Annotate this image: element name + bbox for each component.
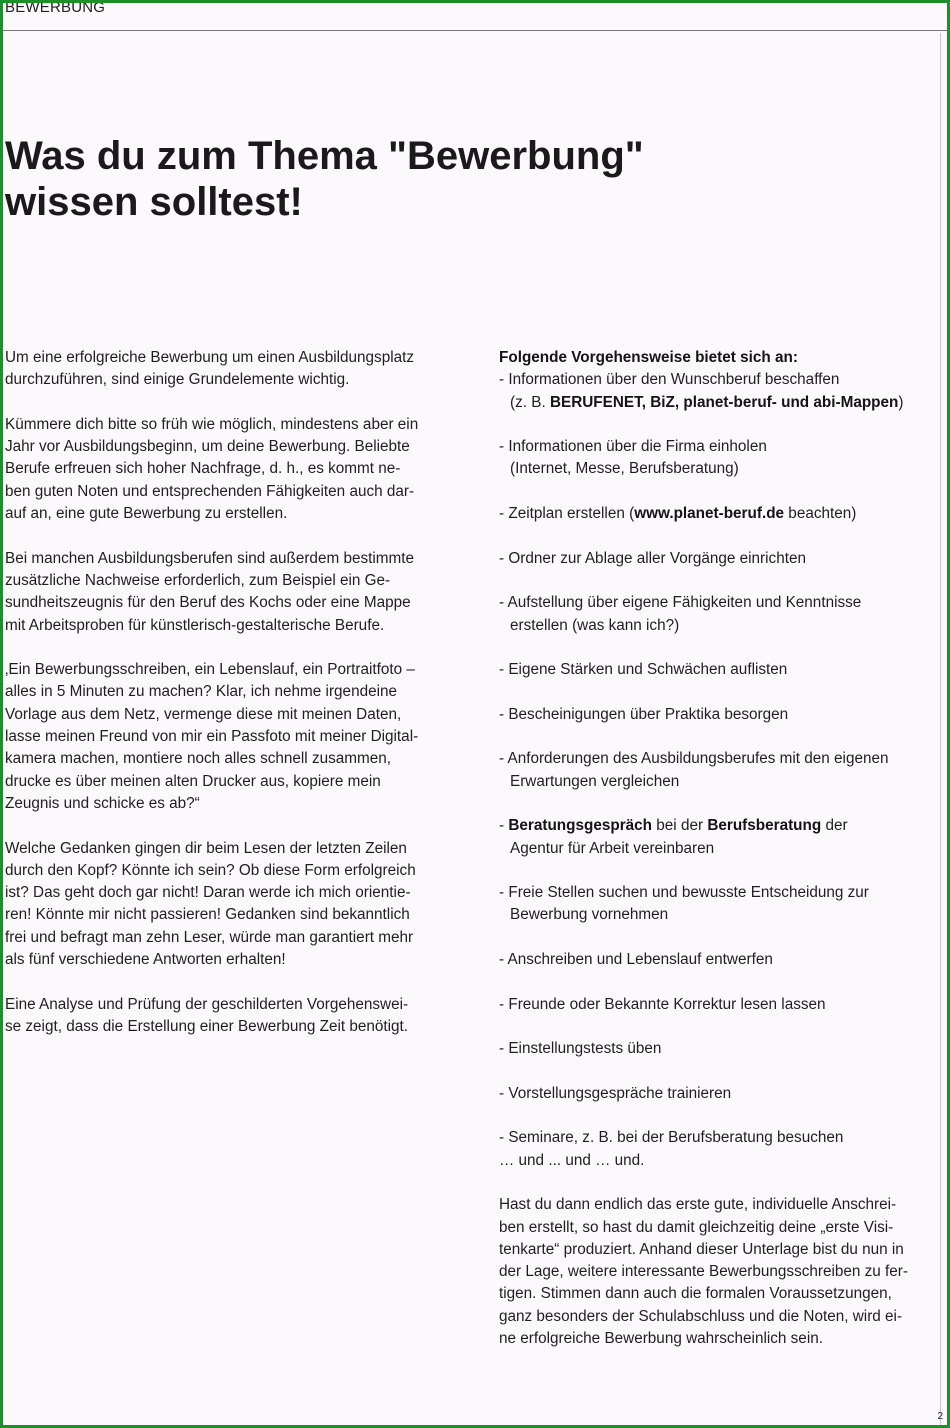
text-line: Bewerbung vornehmen xyxy=(510,906,669,924)
text-line: Welche Gedanken gingen dir beim Lesen der letzten Zeilen xyxy=(5,839,407,857)
procedure-heading: Folgende Vorgehensweise bietet sich an: xyxy=(499,349,798,366)
text-line: drucke es über meinen alten Drucker aus, kopiere mein xyxy=(5,772,381,790)
text-line: mit Arbeitsproben für künstlerisch-gestalterische Berufe. xyxy=(5,616,385,634)
text-line: auf an, eine gute Bewerbung zu erstellen. xyxy=(5,505,288,523)
header-rule xyxy=(3,30,950,31)
text-line: als fünf verschiedene Antworten erhalten! xyxy=(5,951,286,969)
list-item xyxy=(499,704,947,726)
text-line: ist? Das geht doch gar nicht! Daran werde ich mich orientie- xyxy=(5,884,411,902)
text-line: - Freie Stellen suchen und bewusste Entscheidung zur xyxy=(499,884,869,902)
text-line: se zeigt, dass die Erstellung einer Bewerbung Zeit benötigt. xyxy=(5,1017,409,1035)
text-line: - Informationen über den Wunschberuf beschaffen xyxy=(499,371,840,389)
text-line: - Anschreiben und Lebenslauf entwerfen xyxy=(499,951,773,969)
text-line: - Seminare, z. B. bei der Berufsberatung besuchen xyxy=(499,1129,844,1147)
list-item xyxy=(499,369,947,414)
text-line: kamera machen, montiere noch alles schnell zusammen, xyxy=(5,750,391,768)
text-line: Agentur für Arbeit vereinbaren xyxy=(510,839,715,857)
text-line: Berufe erfreuen sich hoher Nachfrage, d. h., es kommt ne- xyxy=(5,460,401,478)
text-line: - Vorstellungsgespräche trainieren xyxy=(499,1084,732,1102)
text-line: Jahr vor Ausbildungsbeginn, um deine Bewerbung. Beliebte xyxy=(5,438,410,456)
text-line: (z. B. BERUFENET, BiZ, planet-beruf- und abi-Mappen) xyxy=(510,393,904,411)
text-line: durch den Kopf? Könnte ich sein? Ob diese Form erfolgreich xyxy=(5,861,416,879)
text-line: tigen. Stimmen dann auch die formalen Voraussetzungen, xyxy=(499,1285,892,1303)
title-line: Was du zum Thema "Bewerbung" xyxy=(5,134,644,178)
requirements-paragraph xyxy=(5,548,475,637)
page-number: 2 xyxy=(937,1411,943,1422)
planet-beruf-link: www.planet-beruf.de xyxy=(634,505,785,523)
text-line: - Anforderungen des Ausbildungsberufes mit den eigenen xyxy=(499,750,889,768)
text-line: tenkarte“ produziert. Anhand dieser Unterlage bist du nun in xyxy=(499,1240,904,1258)
list-item xyxy=(499,1127,947,1172)
text-line: frei und befragt man zehn Leser, würde man garantiert mehr xyxy=(5,928,414,946)
text-line: Um eine erfolgreiche Bewerbung um einen Ausbildungsplatz xyxy=(5,349,415,366)
text-line: lasse meinen Freund von mir ein Passfoto mit meiner Digital- xyxy=(5,728,419,746)
list-item xyxy=(499,659,947,681)
section-label: BEWERBUNG xyxy=(5,0,106,16)
list-item xyxy=(499,503,947,525)
list-item xyxy=(499,548,947,570)
list-item xyxy=(499,994,947,1016)
text-line: zusätzliche Nachweise erforderlich, zum Beispiel ein Ge- xyxy=(5,571,391,589)
text-line: - Zeitplan erstellen (www.planet-beruf.de beachten) xyxy=(499,505,857,523)
text-line: Hast du dann endlich das erste gute, individuelle Anschrei- xyxy=(499,1196,897,1214)
timing-paragraph xyxy=(5,414,475,525)
text-line: - Ordner zur Ablage aller Vorgänge einrichten xyxy=(499,549,806,567)
list-item xyxy=(499,748,947,793)
text-line: ben guten Noten und entsprechenden Fähigkeiten auch dar- xyxy=(5,482,415,500)
page-title xyxy=(5,133,905,225)
list-item xyxy=(499,1083,947,1105)
text-line: ‚Ein Bewerbungsschreiben, ein Lebenslauf, ein Portraitfoto – xyxy=(5,661,415,679)
text-line: (Internet, Messe, Berufsberatung) xyxy=(510,460,739,478)
text-line: - Bescheinigungen über Praktika besorgen xyxy=(499,705,789,723)
right-column xyxy=(499,347,947,1350)
text-line: Vorlage aus dem Netz, vermenge diese mit meinen Daten, xyxy=(5,705,402,723)
list-item xyxy=(499,815,947,860)
text-line: ganz besonders der Schulabschluss und die Noten, wird ei- xyxy=(499,1307,903,1325)
closing-paragraph xyxy=(499,1194,947,1350)
text-line: - Eigene Stärken und Schwächen auflisten xyxy=(499,661,788,679)
analysis-paragraph xyxy=(5,994,475,1039)
text-line: erstellen (was kann ich?) xyxy=(510,616,680,634)
text-line: - Beratungsgespräch bei der Berufsberatung der xyxy=(499,817,848,835)
text-line: Eine Analyse und Prüfung der geschilderten Vorgehenswei- xyxy=(5,995,409,1013)
quote-paragraph xyxy=(5,659,475,815)
text-line: Erwartungen vergleichen xyxy=(510,772,680,790)
text-line: - Informationen über die Firma einholen xyxy=(499,438,767,456)
text-line: … und ... und … und. xyxy=(499,1151,645,1169)
text-line: Zeugnis und schicke es ab?“ xyxy=(5,794,200,812)
text-line: sundheitszeugnis für den Beruf des Kochs oder eine Mappe xyxy=(5,594,411,612)
intro-paragraph xyxy=(5,347,475,392)
text-line: ben erstellt, so hast du damit gleichzeitig deine „erste Visi- xyxy=(499,1218,894,1236)
reflection-paragraph xyxy=(5,838,475,972)
text-line: - Freunde oder Bekannte Korrektur lesen lassen xyxy=(499,995,826,1013)
text-line: - Einstellungstests üben xyxy=(499,1040,662,1058)
list-item xyxy=(499,592,947,637)
list-item xyxy=(499,1038,947,1060)
text-line: der Lage, weitere interessante Bewerbungsschreiben zu fer- xyxy=(499,1263,908,1281)
left-column xyxy=(5,347,475,1038)
text-line: ne erfolgreiche Bewerbung wahrscheinlich sein. xyxy=(499,1330,823,1348)
text-line: alles in 5 Minuten zu machen? Klar, ich nehme irgendeine xyxy=(5,683,398,701)
list-item xyxy=(499,882,947,927)
text-line: Bei manchen Ausbildungsberufen sind außerdem bestimmte xyxy=(5,549,414,567)
text-line: Kümmere dich bitte so früh wie möglich, mindestens aber ein xyxy=(5,415,419,433)
text-line: ren! Könnte mir nicht passieren! Gedanken sind bekanntlich xyxy=(5,906,410,924)
list-item xyxy=(499,949,947,971)
title-line: wissen solltest! xyxy=(5,180,303,224)
text-line: - Aufstellung über eigene Fähigkeiten und Kenntnisse xyxy=(499,594,862,612)
text-line: durchzuführen, sind einige Grundelemente wichtig. xyxy=(5,371,350,389)
list-item xyxy=(499,436,947,481)
